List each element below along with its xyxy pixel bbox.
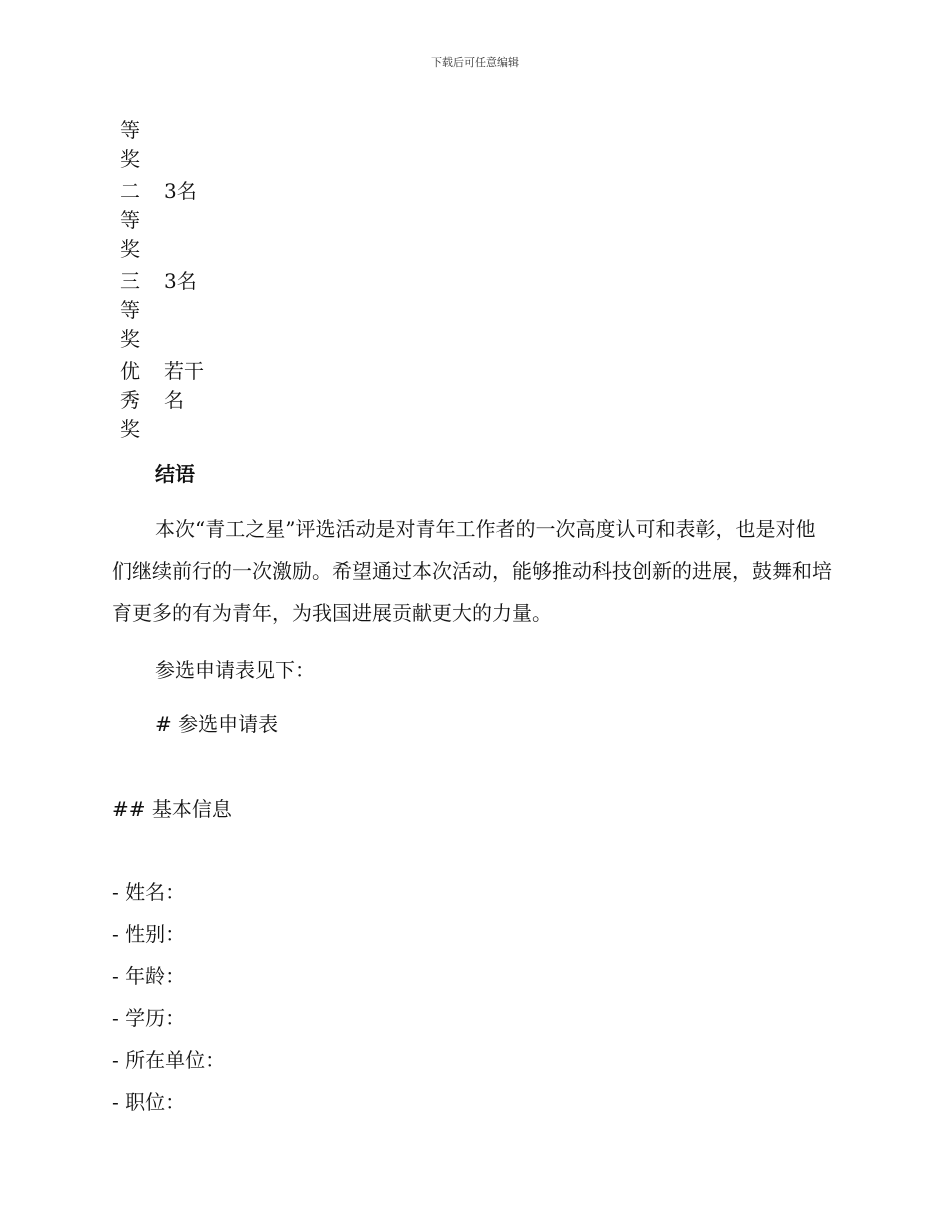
award-count <box>156 116 224 174</box>
award-name-char: 秀 <box>120 388 140 412</box>
award-name <box>112 116 156 174</box>
award-name-char: 奖 <box>120 237 140 261</box>
award-name-char: 奖 <box>120 417 140 441</box>
award-name-char: 等 <box>120 118 140 142</box>
award-row <box>112 267 224 354</box>
award-name-char: 奖 <box>120 147 140 171</box>
field-position: - 职位： <box>112 1090 186 1114</box>
conclusion-heading: 结语 <box>155 462 195 486</box>
award-count-line: 3名 <box>164 179 197 203</box>
page-header: 下载后可任意编辑 <box>431 56 519 69</box>
award-name-char: 三 <box>120 269 140 293</box>
application-note: 参选申请表见下： <box>155 658 315 682</box>
form-title: # 参选申请表 <box>155 712 279 736</box>
conclusion-paragraph: 本次“青工之星”评选活动是对青年工作者的一次高度认可和表彰，也是对他们继续前行的一次激励。希望通过本次活动，能够推动科技创新的进展，鼓舞和培育更多的有为青年，为我国进展贡献更大的力量。 <box>112 517 832 625</box>
award-name-char: 二 <box>120 179 140 203</box>
award-name <box>112 267 156 354</box>
award-name <box>112 177 156 264</box>
award-count-line: 若干 <box>164 359 204 383</box>
award-name <box>112 357 156 444</box>
award-count-line: 名 <box>164 388 184 412</box>
section-title: ## 基本信息 <box>112 797 232 821</box>
award-table <box>112 116 224 444</box>
award-row <box>112 357 224 444</box>
field-list <box>112 877 225 1129</box>
award-count-line: 3名 <box>164 269 197 293</box>
award-name-char: 等 <box>120 298 140 322</box>
award-count <box>156 267 224 354</box>
award-name-char: 等 <box>120 208 140 232</box>
field-name: - 姓名： <box>112 880 186 904</box>
award-row <box>112 177 224 264</box>
field-organization: - 所在单位： <box>112 1048 226 1072</box>
award-count <box>156 357 224 444</box>
award-name-char: 优 <box>120 359 140 383</box>
field-age: - 年龄： <box>112 964 186 988</box>
award-count <box>156 177 224 264</box>
field-gender: - 性别： <box>112 922 186 946</box>
award-row <box>112 116 224 174</box>
field-education: - 学历： <box>112 1006 186 1030</box>
award-name-char: 奖 <box>120 327 140 351</box>
